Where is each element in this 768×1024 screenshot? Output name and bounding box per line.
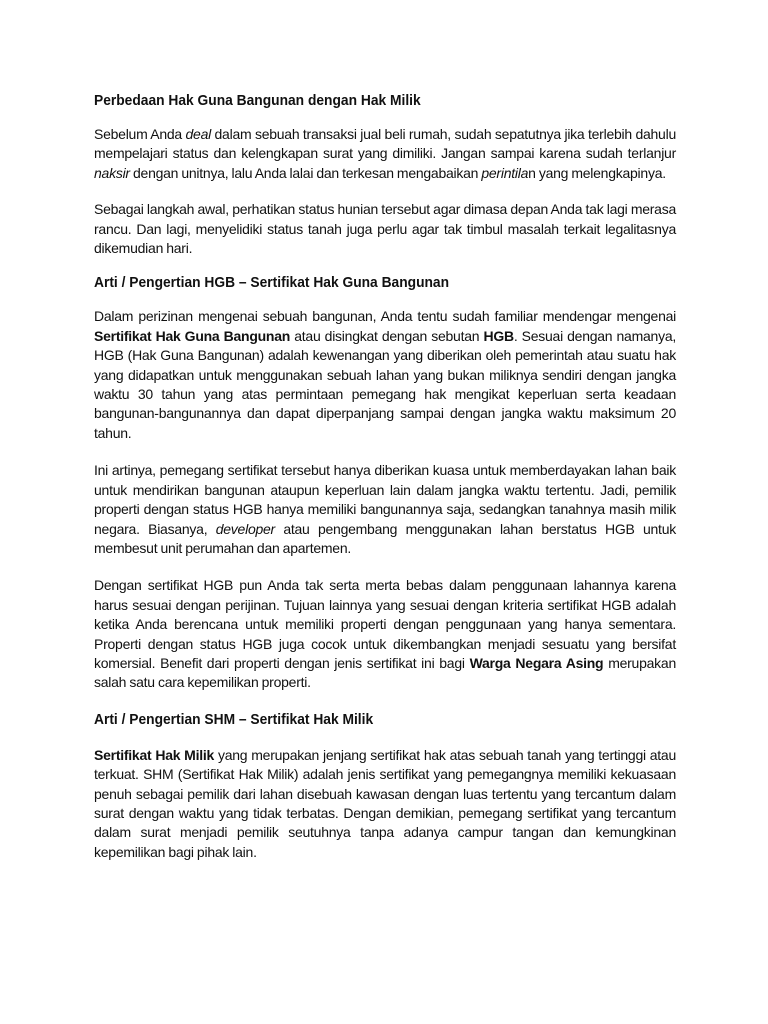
text-run: merupakan salah satu cara kepemilikan properti.	[94, 654, 676, 691]
italic-term: perintila	[481, 164, 529, 181]
text-run: Dengan sertifikat HGB pun Anda tak serta merta bebas dalam penggunaan lahannya karena harus sesuai dengan perijinan. Tujuan lainnya yang sesuai dengan kriteria sertifikat HGB adalah ketika Anda berencana untuk memiliki properti dengan penggunaan yang hanya sementara. Properti dengan status HGB juga cocok untuk dikembangkan menjadi sesuatu yang bersifat komersial. Benefit dari properti dengan jenis sertifikat ini bagi	[94, 577, 676, 671]
paragraph-hgb-usage	[94, 576, 676, 692]
text-run: atau pengembang menggunakan lahan berstatus HGB untuk membesut unit perumahan dan apartemen.	[94, 520, 676, 556]
bold-term: Warga Negara Asing	[469, 654, 604, 671]
bold-term: HGB	[483, 327, 514, 344]
text-run: yang merupakan jenjang sertifikat hak atas sebuah tanah yang tertinggi atau terkuat. SHM (Sertifikat Hak Milik) adalah jenis sertifikat yang pemegangnya memiliki kekuasaan penuh sebagai pemilik dari lahan disebuah kawasan dengan luas tertentu yang tercantum dalam surat dengan waktu yang tidak terbatas. Dengan demikian, pemegang sertifikat yang tercantum dalam surat menjadi pemilik seutuhnya tanpa adanya campur tangan dan kemungkinan kepemilikan bagi pihak lain.	[94, 746, 677, 860]
document-page	[94, 91, 676, 862]
text-run: . Sesuai dengan namanya, HGB (Hak Guna Bangunan) adalah kewenangan yang diberikan oleh pemerintah atau suatu hak yang didapatkan untuk menggunakan sebuah lahan yang bukan miliknya sendiri dengan jangka waktu 30 tahun yang atas permintaan pemegang hak mengikat keperluan serta keadaan bangunan-bangunannya dan dapat diperpanjang sampai dengan jangka waktu maksimum 20 tahun.	[94, 327, 676, 441]
text-run: atau disingkat dengan sebutan	[290, 327, 484, 344]
heading-perbedaan: Perbedaan Hak Guna Bangunan dengan Hak Milik	[94, 92, 421, 109]
bold-term: Sertifikat Hak Milik	[94, 746, 215, 763]
text-run: Sebagai langkah awal, perhatikan status hunian tersebut agar dimasa depan Anda tak lagi merasa rancu. Dan lagi, menyelidiki status tanah juga perlu agar tak timbul masalah terkait legalitasnya dikemudian hari.	[94, 201, 676, 257]
heading-hgb: Arti / Pengertian HGB – Sertifikat Hak Guna Bangunan	[94, 274, 450, 292]
paragraph-hgb-meaning	[94, 461, 676, 558]
bold-term: Sertifikat Hak Guna Bangunan	[94, 327, 291, 344]
paragraph-hgb-definition	[94, 307, 676, 443]
text-run: Dalam perizinan mengenai sebuah bangunan, Anda tentu sudah familiar mendengar mengenai	[94, 308, 676, 325]
heading-shm: Arti / Pengertian SHM – Sertifikat Hak Milik	[94, 710, 374, 728]
text-run: n yang melengkapinya.	[528, 164, 666, 181]
text-run: Ini artinya, pemegang sertifikat tersebut hanya diberikan kuasa untuk memberdayakan lahan baik untuk mendirikan bangunan ataupun keperluan lain dalam jangka waktu tertentu. Jadi, pemilik properti dengan status HGB hanya memiliki bangunannya saja, sedangkan tanahnya masih milik negara. Biasanya,	[94, 462, 676, 537]
text-run: Sebelum Anda	[94, 126, 186, 142]
paragraph-langkah-awal	[94, 200, 676, 258]
text-run: dengan unitnya, lalu Anda lalai dan terkesan mengabaikan	[129, 164, 482, 181]
paragraph-shm-definition	[94, 746, 676, 862]
italic-term: deal	[185, 126, 211, 142]
italic-term: developer	[215, 520, 275, 537]
italic-term: naksir	[94, 164, 130, 181]
text-run: dalam sebuah transaksi jual beli rumah, sudah sepatutnya jika terlebih dahulu mempelajari status dan kelengkapan surat yang dimiliki. Jangan sampai karena sudah terlanjur	[94, 126, 676, 162]
paragraph-intro	[94, 125, 676, 183]
